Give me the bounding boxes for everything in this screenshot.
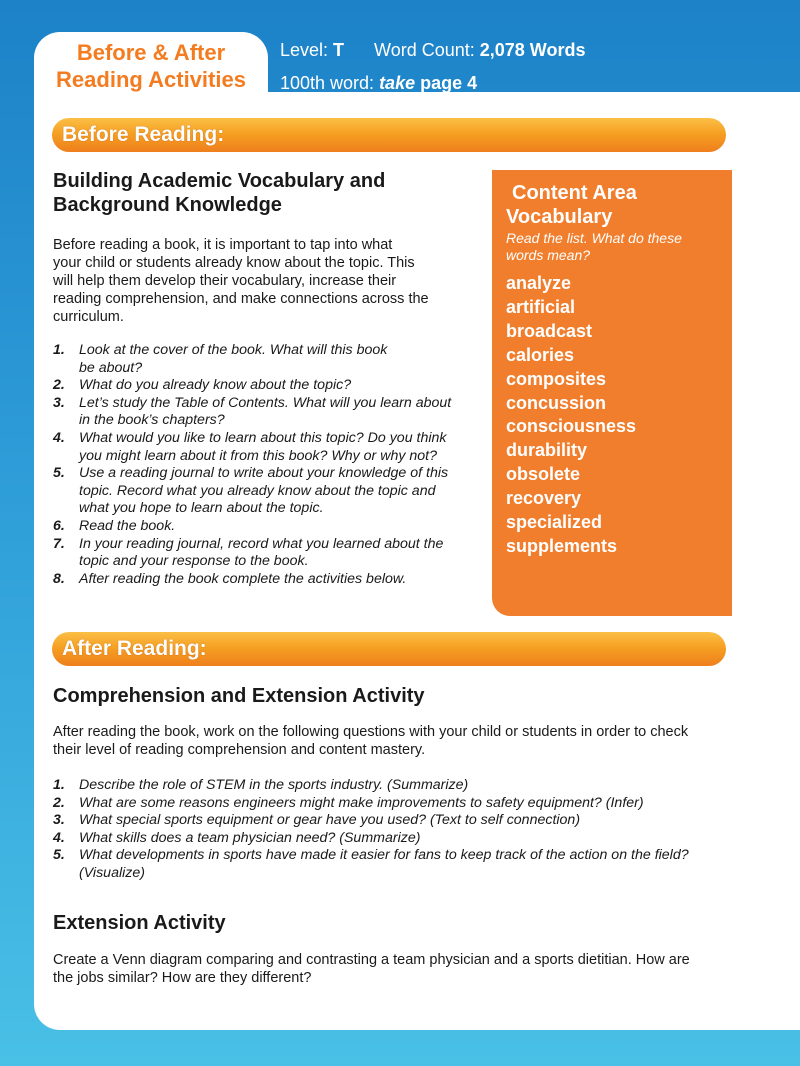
intro-line: will help them develop their vocabulary, increase their [53,273,397,289]
step-number: 3. [53,394,65,411]
book-info [280,34,585,100]
level-label: Level: [280,40,334,60]
level-word-count-line [280,34,585,67]
list-item [53,777,753,795]
question-number: 2. [53,794,65,811]
question-text: What skills does a team physician need? (Summarize) [79,829,421,846]
intro-line: curriculum. [53,309,124,325]
step-number: 6. [53,517,65,534]
step-text: topic. Record what you already know about the topic and [79,482,436,499]
list-item [53,377,483,395]
question-number: 1. [53,777,65,793]
before-reading-intro [53,236,429,326]
after-reading-intro [53,723,688,759]
list-item [53,395,483,430]
before-reading-banner: Before Reading: [52,118,726,152]
list-item [53,795,753,813]
step-number: 2. [53,377,65,394]
vocabulary-word: recovery [506,488,582,509]
question-text: What are some reasons engineers might make improvements to safety equipment? (Infer) [79,794,644,811]
level-value: T [333,40,345,60]
step-number: 8. [53,570,65,587]
hundredth-word-page: page 4 [415,73,478,93]
question-text: What special sports equipment or gear have you used? (Text to self connection) [79,812,581,829]
extension-heading: Extension Activity [53,912,226,934]
before-reading-steps [53,342,483,588]
extension-line: the jobs similar? How are they different? [53,970,312,986]
list-item [53,465,483,518]
question-text: (Visualize) [79,864,145,881]
step-text: In your reading journal, record what you learned about the [79,535,444,552]
intro-line: your child or students already know about the topic. This [53,255,415,271]
title-line-1: Before & After [76,40,226,65]
question-number: 3. [53,812,65,829]
step-text: you might learn about it from this book? Why or why not? [79,447,438,464]
step-text: Let’s study the Table of Contents. What will you learn about [79,394,452,411]
heading-line: Building Academic Vocabulary and [53,170,386,192]
step-number: 7. [53,535,65,552]
heading-line: Background Knowledge [53,194,282,216]
question-text: What developments in sports have made it easier for fans to keep track of the action on the field? [79,847,689,864]
vocabulary-word: durability [506,440,588,461]
vocabulary-word: concussion [506,392,607,413]
extension-text [53,951,690,987]
vocabulary-word: obsolete [506,464,581,485]
vocabulary-box [492,170,732,616]
list-item [53,536,483,571]
hundredth-word-line [280,67,585,100]
step-number: 1. [53,342,65,358]
intro-line: reading comprehension, and make connections across the [53,291,429,307]
vocabulary-word: broadcast [506,320,593,341]
vocabulary-word: consciousness [506,416,637,437]
instruction-line: words mean? [506,247,591,263]
title-tab [34,32,268,96]
step-text: be about? [79,359,143,376]
vocabulary-word: calories [506,344,575,365]
extension-line: Create a Venn diagram comparing and contrasting a team physician and a sports dietitian. How are [53,952,690,968]
list-item [53,518,483,536]
vocabulary-word: artificial [506,296,576,317]
step-text: Use a reading journal to write about your knowledge of this [79,465,449,482]
intro-line: Before reading a book, it is important to tap into what [53,237,393,253]
step-text: topic and your response to the book. [79,553,309,570]
list-item [53,847,753,882]
list-item [53,812,753,830]
vocabulary-list [506,272,732,559]
word-count-value: 2,078 Words [479,40,586,60]
question-number: 5. [53,847,65,864]
hundredth-word-label: 100th word: [280,73,380,93]
vocabulary-word: analyze [506,273,572,293]
vocabulary-heading: Content Area [512,182,637,204]
step-text: in the book’s chapters? [79,412,225,429]
vocabulary-word: composites [506,368,607,389]
step-number: 5. [53,465,65,482]
step-text: What would you like to learn about this topic? Do you think [79,429,447,446]
intro-line: After reading the book, work on the following questions with your child or students in order to check [53,724,689,740]
list-item [53,571,483,589]
step-text: What do you already know about the topic? [79,377,352,394]
list-item [53,430,483,465]
comprehension-questions [53,777,753,883]
title-line-2: Reading Activities [56,67,246,92]
hundredth-word: take [379,73,416,93]
question-number: 4. [53,829,65,846]
vocabulary-word: supplements [506,535,618,556]
step-text: Read the book. [79,517,176,534]
vocabulary-heading: Vocabulary [506,206,613,228]
list-item [53,342,483,377]
step-number: 4. [53,429,65,446]
word-count-label: Word Count: [374,40,480,60]
intro-line: their level of reading comprehension and content mastery. [53,742,426,758]
vocabulary-word: specialized [506,512,603,533]
before-reading-heading [53,169,385,217]
vocabulary-instruction [506,230,732,264]
step-text: what you hope to learn about the topic. [79,500,324,517]
after-reading-banner: After Reading: [52,632,726,666]
question-text: Describe the role of STEM in the sports industry. (Summarize) [79,777,469,793]
step-text: After reading the book complete the activities below. [79,570,407,587]
instruction-line: Read the list. What do these [506,230,682,246]
step-text: Look at the cover of the book. What will this book [79,342,388,358]
list-item [53,830,753,848]
comprehension-heading: Comprehension and Extension Activity [53,685,425,707]
